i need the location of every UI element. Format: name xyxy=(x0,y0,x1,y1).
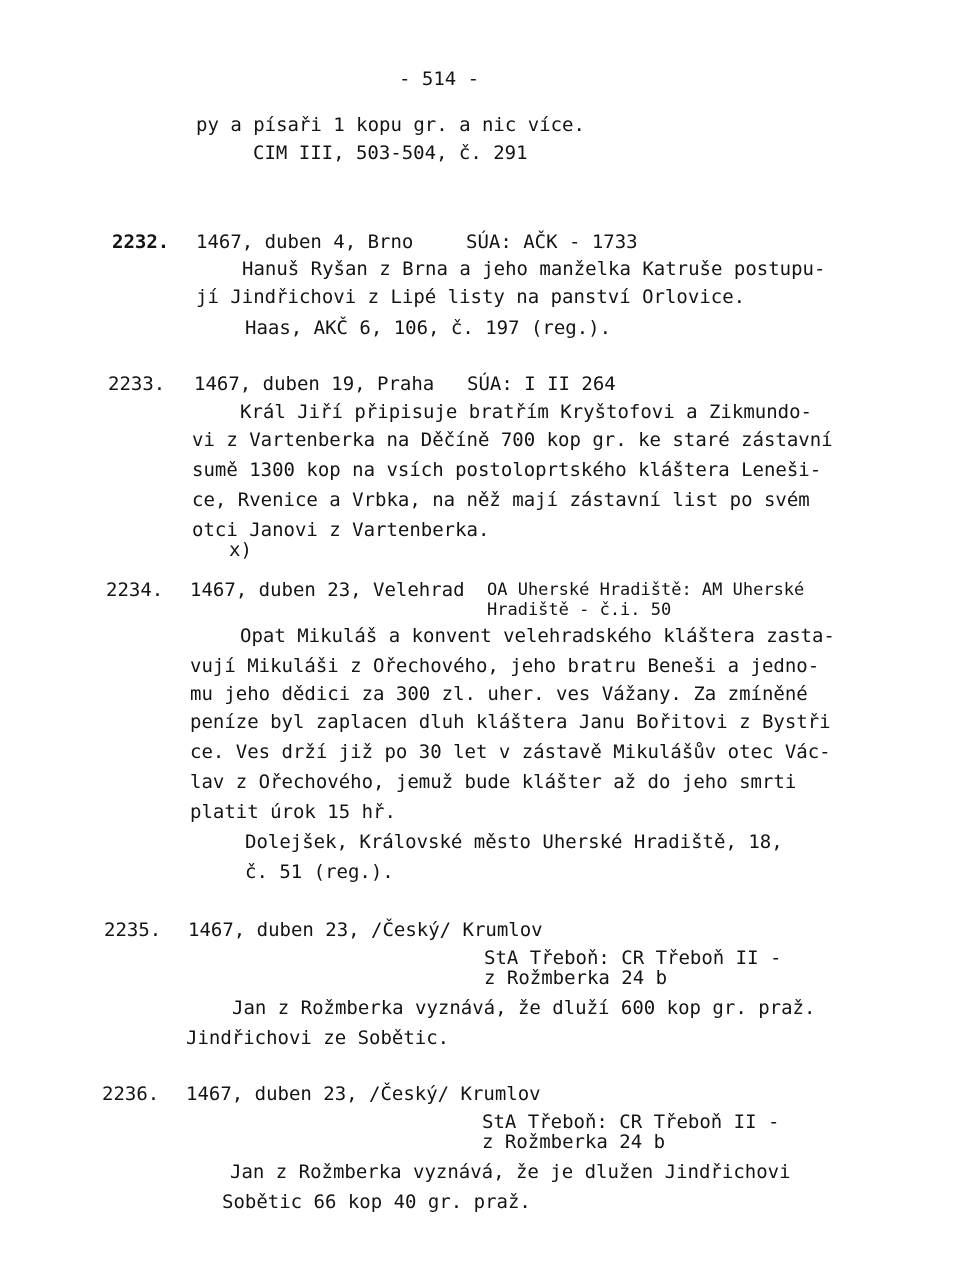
entry-text-line: mu jeho dědici za 300 zl. uher. ves Vážany. Za zmíněné xyxy=(190,683,808,705)
entry-text-line: Král Jiří připisuje bratřím Kryštofovi a Zikmundo- xyxy=(240,401,812,423)
entry-number: 2235. xyxy=(104,919,162,941)
entry-text-line: ce, Rvenice a Vrbka, na něž mají zástavní list po svém xyxy=(192,489,810,511)
entry-source: Dolejšek, Královské město Uherské Hradiště, 18, xyxy=(245,831,783,853)
entry-header: 1467, duben 23, /Český/ Krumlov xyxy=(186,1083,541,1105)
entry-archive-cont: z Rožmberka 24 b xyxy=(482,1131,666,1153)
entry-archive-cont: z Rožmberka 24 b xyxy=(484,967,668,989)
entry-text-line: otci Janovi z Vartenberka. xyxy=(192,519,490,541)
entry-text-line: lav z Ořechového, jemuž bude klášter až do jeho smrti xyxy=(190,771,797,793)
continuation-source: CIM III, 503-504, č. 291 xyxy=(253,142,528,164)
entry-text-line: peníze byl zaplacen dluh kláštera Janu Bořitovi z Bystři xyxy=(190,711,831,733)
entry-header: 1467, duben 4, Brno xyxy=(196,231,414,253)
page-number: - 514 - xyxy=(399,68,480,90)
entry-text-line: Sobětic 66 kop 40 gr. praž. xyxy=(222,1191,531,1213)
entry-source: Haas, AKČ 6, 106, č. 197 (reg.). xyxy=(245,317,612,339)
entry-number: 2232. xyxy=(112,231,170,253)
entry-text-line: Opat Mikuláš a konvent velehradského kláštera zasta- xyxy=(240,625,835,647)
entry-text-line: platit úrok 15 hř. xyxy=(190,801,396,823)
entry-text-line: jí Jindřichovi z Lipé listy na panství Orlovice. xyxy=(196,286,746,308)
entry-archive: StA Třeboň: CR Třeboň II - xyxy=(484,947,782,969)
entry-text-line: vují Mikuláši z Ořechového, jeho bratru Beneši a jedno- xyxy=(190,655,820,677)
entry-number: 2236. xyxy=(102,1083,160,1105)
entry-header: 1467, duben 23, Velehrad xyxy=(190,579,465,601)
entry-text-line: Jan z Rožmberka vyznává, že dluží 600 kop gr. praž. xyxy=(232,997,816,1019)
entry-text-line: Hanuš Ryšan z Brna a jeho manželka Katruše postupu- xyxy=(242,258,826,280)
entry-archive: StA Třeboň: CR Třeboň II - xyxy=(482,1111,780,1133)
entry-text-line: ce. Ves drží již po 30 let v zástavě Mikulášův otec Vác- xyxy=(190,741,831,763)
entry-text-line: Jindřichovi ze Sobětic. xyxy=(186,1027,450,1049)
entry-archive-cont: Hradiště - č.i. 50 xyxy=(487,600,672,620)
entry-header: 1467, duben 23, /Český/ Krumlov xyxy=(188,919,543,941)
entry-archive: SÚA: AČK - 1733 xyxy=(466,231,638,253)
entry-text-line: Jan z Rožmberka vyznává, že je dlužen Jindřichovi xyxy=(230,1161,791,1183)
entry-text-line: sumě 1300 kop na vsích postoloprtského kláštera Leneši- xyxy=(192,459,822,481)
entry-header: 1467, duben 19, Praha xyxy=(194,373,435,395)
entry-archive: OA Uherské Hradiště: AM Uherské xyxy=(487,580,805,600)
entry-archive: SÚA: I II 264 xyxy=(467,373,616,395)
continuation-line: py a písaři 1 kopu gr. a nic více. xyxy=(196,114,585,136)
entry-number: 2234. xyxy=(106,579,164,601)
entry-text-line: vi z Vartenberka na Děčíně 700 kop gr. ke staré zástavní xyxy=(192,429,833,451)
entry-source: č. 51 (reg.). xyxy=(245,861,394,883)
footnote-marker: x) xyxy=(229,539,252,561)
entry-number: 2233. xyxy=(108,373,166,395)
